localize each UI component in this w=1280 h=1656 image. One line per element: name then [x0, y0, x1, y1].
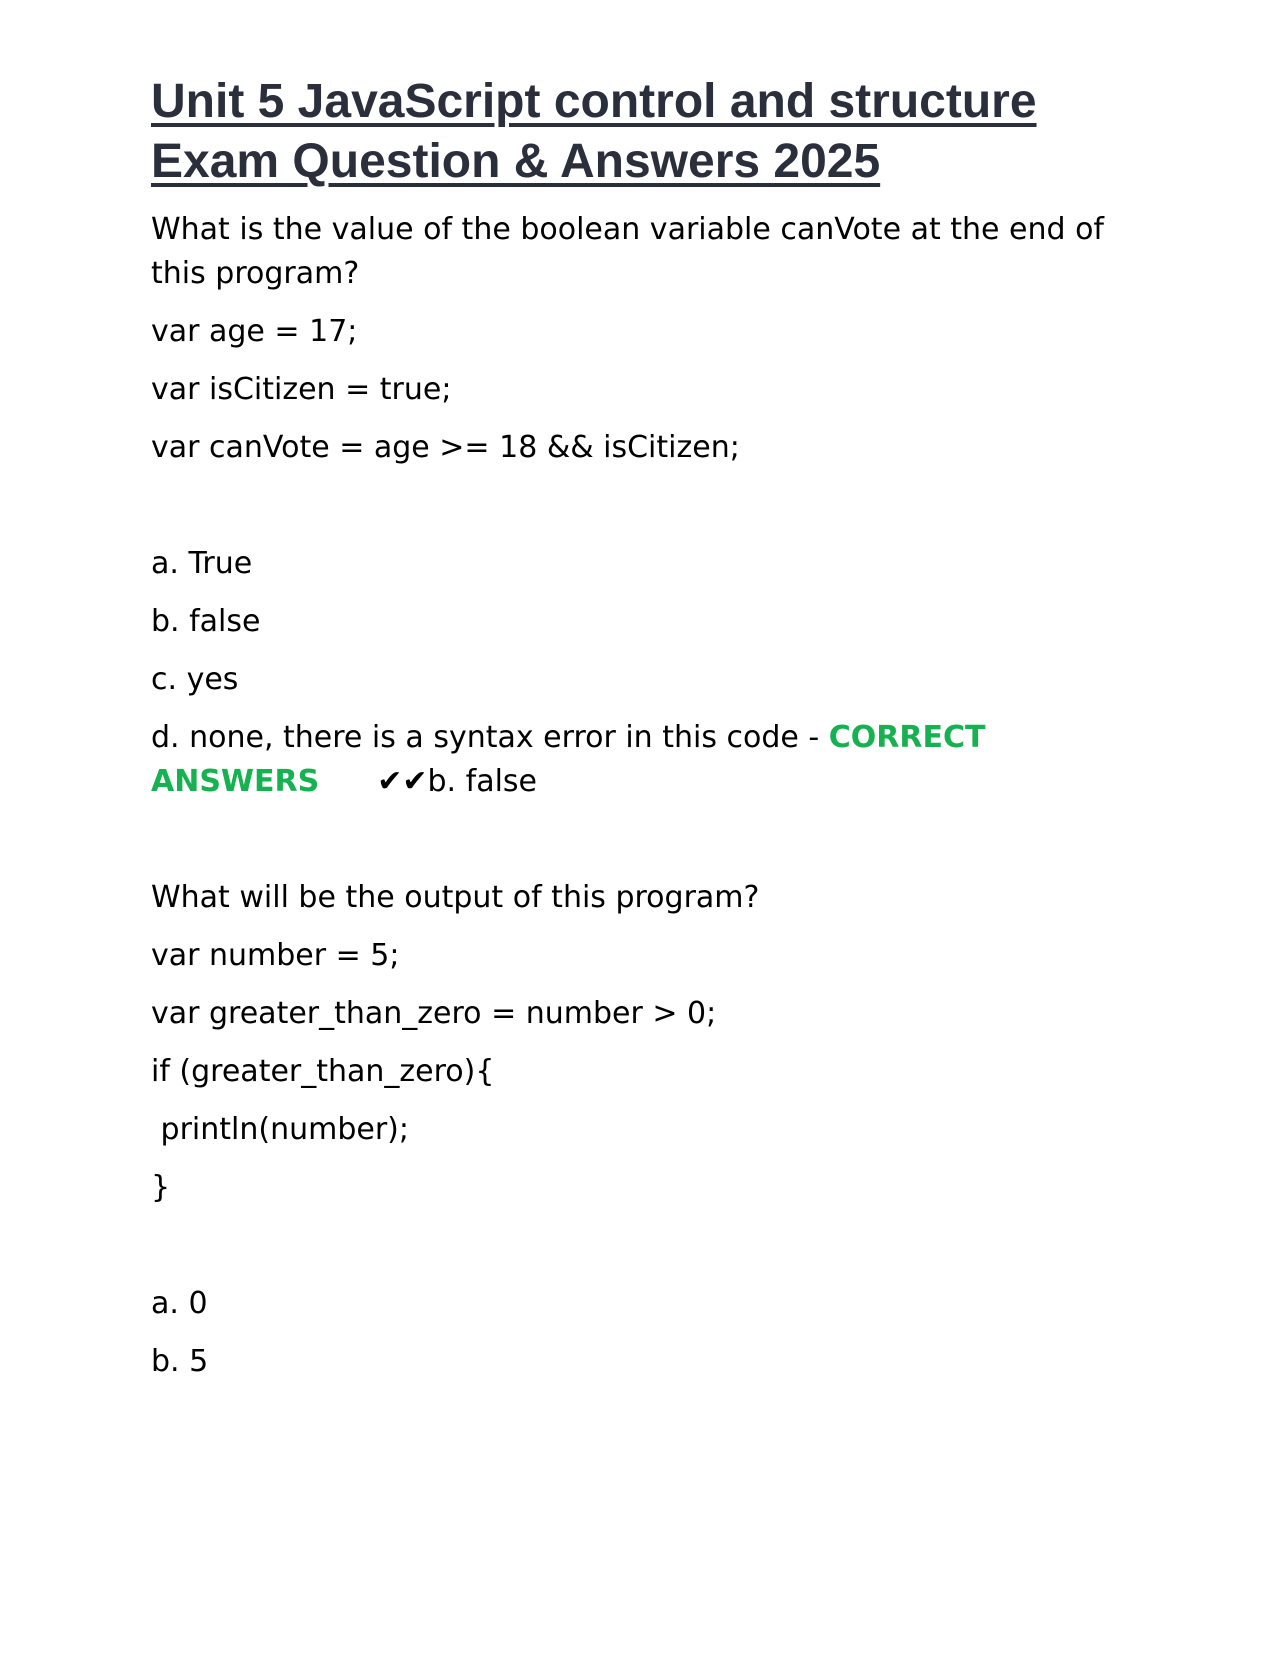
- q2-code-line-4: println(number);: [151, 1112, 409, 1147]
- q1-answer: b. false: [427, 764, 537, 799]
- q2-option-b: b. 5: [151, 1344, 209, 1379]
- q1-code-line-3: var canVote = age >= 18 && isCitizen;: [151, 430, 740, 465]
- q1-code-line-1: var age = 17;: [151, 314, 358, 349]
- title-line-1: Unit 5 JavaScript control and structure: [151, 75, 1037, 128]
- question-2-text: What will be the output of this program?: [151, 880, 760, 915]
- q1-option-a: a. True: [151, 546, 253, 581]
- q2-code-line-1: var number = 5;: [151, 938, 400, 973]
- check-marks: ✔✔: [377, 764, 428, 799]
- q1-option-d: d. none, there is a syntax error in this code -: [151, 720, 829, 755]
- correct-answers-label: CORRECT ANSWERS: [151, 720, 996, 799]
- q1-option-d-with-answer: [151, 716, 1131, 804]
- q1-option-c: c. yes: [151, 662, 239, 697]
- q1-code-line-2: var isCitizen = true;: [151, 372, 452, 407]
- q1-option-b: b. false: [151, 604, 261, 639]
- q2-option-a: a. 0: [151, 1286, 208, 1321]
- q2-code-line-3: if (greater_than_zero){: [151, 1054, 495, 1089]
- document-page: [151, 72, 1131, 1384]
- question-1-text: What is the value of the boolean variable canVote at the end of this program?: [151, 212, 1114, 291]
- q2-code-line-5: }: [151, 1170, 171, 1205]
- document-title: [151, 72, 1131, 192]
- title-line-2: Exam Question & Answers 2025: [151, 135, 881, 188]
- q2-code-line-2: var greater_than_zero = number > 0;: [151, 996, 717, 1031]
